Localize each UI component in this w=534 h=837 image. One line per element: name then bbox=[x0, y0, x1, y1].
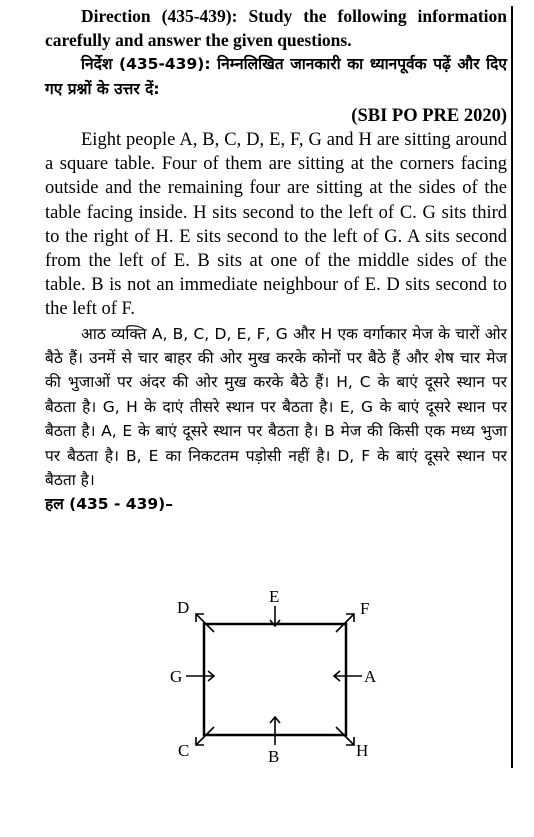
puzzle-hindi: आठ व्यक्ति A, B, C, D, E, F, G और H एक वर्गाकार मेज के चारों ओर बैठे हैं। उनमें से चार बाहर की ओर मुख करके कोनों पर बैठे हैं और शेष चार मेज की भुजाओं पर अंदर की ओर मुख करके बैठे हैं। H, C के बाएं दूसरे स्थान पर बैठता है। G, H के दाएं तीसरे स्थान पर बैठता है। E, G के बाएं दूसरे स्थान पर बैठता है। A, E के बाएं दूसरे स्थान पर बैठता है। B मेज की किसी एक मध्य भुजा पर बैठता है। B, E का निकटतम पड़ोसी नहीं है। D, F के बाएं दूसरे स्थान पर बैठता है। bbox=[45, 324, 507, 490]
question-text-block bbox=[45, 4, 507, 516]
exam-source-tag: (SBI PO PRE 2020) bbox=[351, 106, 507, 126]
corner-arrow-top-left bbox=[196, 614, 214, 632]
seat-label-top-right: F bbox=[360, 599, 370, 618]
side-arrow-bottom bbox=[270, 717, 280, 745]
direction-hindi: निर्देश (435-439): निम्नलिखित जानकारी का ध्यानपूर्वक पढ़ें और दिए गए प्रश्नों के उत्तर दें: bbox=[45, 55, 507, 98]
seat-label-top-middle: E bbox=[269, 587, 280, 606]
side-arrow-left bbox=[186, 671, 214, 681]
square-table bbox=[204, 624, 346, 735]
seat-label-bottom-right: H bbox=[356, 741, 369, 760]
side-arrow-top bbox=[270, 606, 280, 626]
solution-label: हल (435 - 439)– bbox=[45, 495, 173, 514]
side-arrow-right bbox=[334, 671, 362, 681]
seat-label-bottom-left: C bbox=[178, 741, 190, 760]
seat-label-top-left: D bbox=[177, 598, 190, 617]
corner-arrow-bottom-left bbox=[196, 727, 214, 745]
right-margin-rule bbox=[511, 6, 513, 768]
seat-label-right-middle: A bbox=[364, 667, 377, 686]
corner-arrow-top-right bbox=[336, 614, 354, 632]
seat-label-bottom-middle: B bbox=[268, 747, 280, 766]
puzzle-english: Eight people A, B, C, D, E, F, G and H are sitting around a square table. Four of them are sitting at the corners facing outside and the remaining four are sitting at the sides of the table facing inside. H sits second to the left of C. G sits third to the right of H. E sits second to the left of G. A sits second from the left of E. B sits at one of the middle sides of the table. B is not an immediate neighbour of E. D sits second to the left of F. bbox=[45, 130, 507, 320]
direction-english: Direction (435-439): Study the following information carefully and answer the given questions. bbox=[45, 6, 507, 50]
seat-label-left-middle: G bbox=[170, 667, 183, 686]
corner-arrow-bottom-right bbox=[336, 727, 354, 745]
